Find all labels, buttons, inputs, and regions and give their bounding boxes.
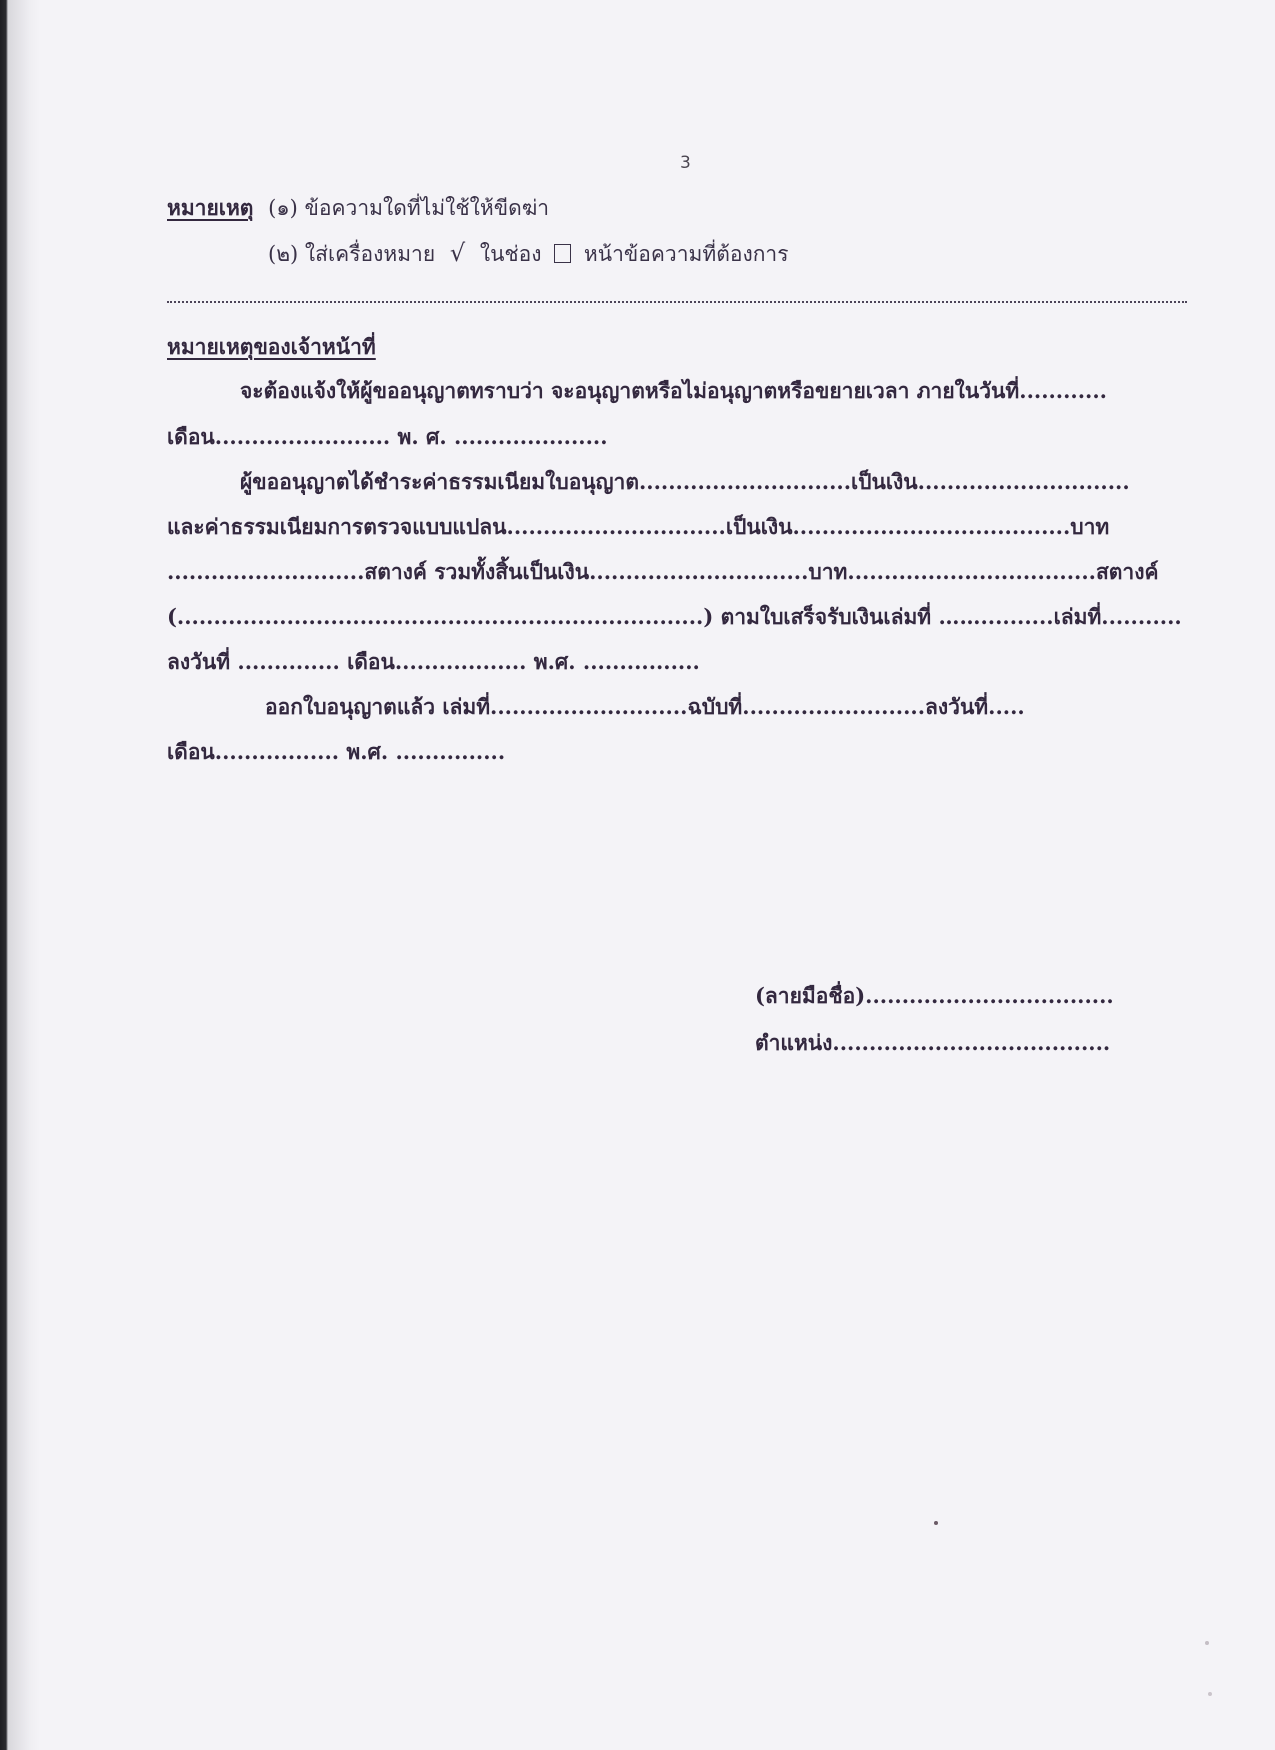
scan-speck	[1205, 1641, 1209, 1645]
note-line-1	[167, 195, 549, 221]
officer-note-line-1: จะต้องแจ้งให้ผู้ขออนุญาตทราบว่า จะอนุญาตหรือไม่อนุญาตหรือขยายเวลา ภายในวันที่............	[240, 378, 1107, 403]
officer-note-line-5: ...........................สตางค์ รวมทั้งสิ้นเป็นเงิน..............................บาท..................................สตางค์	[167, 559, 1159, 584]
scan-speck	[1208, 1692, 1212, 1696]
officer-note-line-8: ออกใบอนุญาตแล้ว เล่มที่...........................ฉบับที่.........................ลงวันที่.....	[265, 694, 1025, 719]
dotted-divider	[167, 301, 1187, 303]
signature-line: (ลายมือชื่อ)..................................	[755, 983, 1114, 1008]
note-item-1: (๑) ข้อความใดที่ไม่ใช้ให้ขีดฆ่า	[268, 196, 550, 220]
note-line-2	[268, 240, 789, 267]
note-item-2-prefix: (๒) ใส่เครื่องหมาย	[268, 242, 436, 266]
note-item-2-suffix: หน้าข้อความที่ต้องการ	[583, 242, 789, 266]
officer-note-line-3: ผู้ขออนุญาตได้ชำระค่าธรรมเนียมใบอนุญาต.............................เป็นเงิน.............................	[240, 469, 1130, 494]
officer-note-line-2: เดือน........................ พ. ศ. .....................	[167, 424, 608, 449]
officer-note-line-9: เดือน................. พ.ศ. ...............	[167, 739, 506, 764]
note-item-2-middle: ในช่อง	[479, 242, 542, 266]
note-title: หมายเหตุ	[167, 195, 254, 220]
position-line: ตำแหน่ง......................................	[755, 1030, 1111, 1055]
officer-note-line-6: (........................................................................) ตามใบเสร็จรับเงินเล่มที่ ……..........เล่มที่...........	[167, 604, 1182, 629]
page-number: 3	[680, 153, 691, 173]
empty-checkbox-icon	[554, 244, 571, 263]
officer-note-line-7: ลงวันที่ .............. เดือน.................. พ.ศ. ................	[167, 649, 700, 674]
scan-speck	[934, 1521, 938, 1525]
officer-note-title: หมายเหตุของเจ้าหน้าที่	[167, 334, 376, 359]
checkmark-icon: √	[449, 239, 466, 267]
officer-note-line-4: และค่าธรรมเนียมการตรวจแบบแปลน..............................เป็นเงิน......................................บาท	[167, 514, 1110, 539]
